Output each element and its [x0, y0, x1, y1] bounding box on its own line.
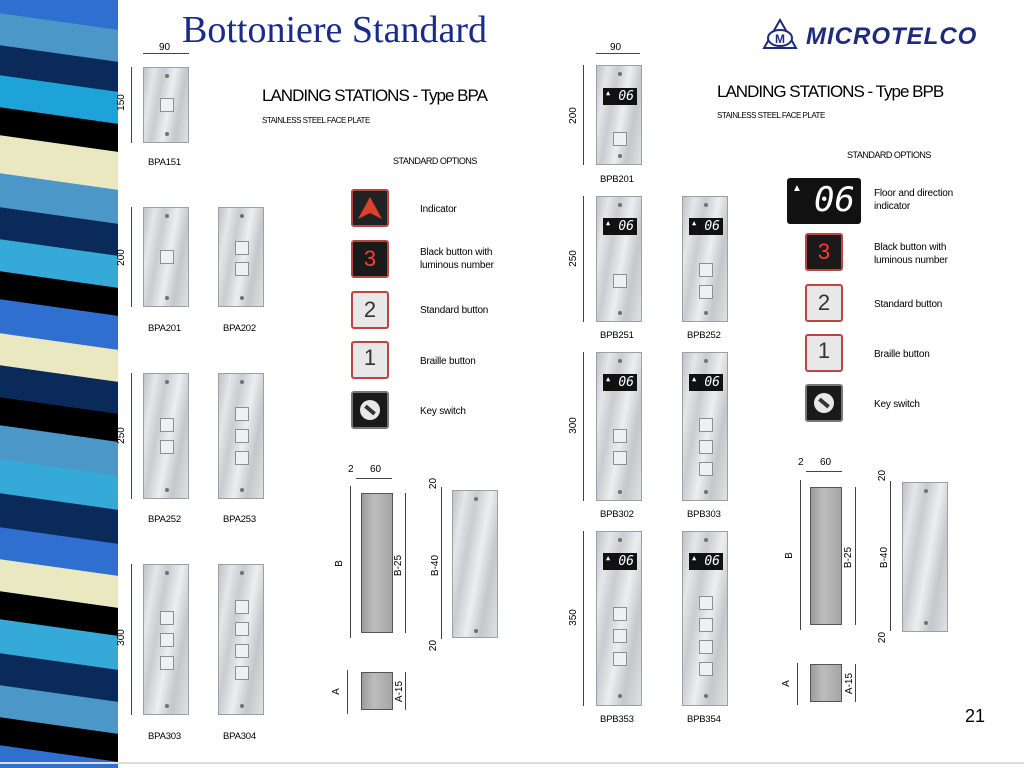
screw [165, 704, 169, 708]
screw [240, 704, 244, 708]
plate-bpa304 [218, 564, 264, 715]
screw [240, 571, 244, 575]
screw [240, 380, 244, 384]
plate-bpa201 [143, 207, 189, 307]
floor-display [603, 88, 637, 105]
bpb-subheading: STAINLESS STEEL FACE PLATE [717, 111, 825, 120]
dimension-line [583, 196, 584, 322]
bpa-h250-label: 250 [115, 427, 127, 444]
plate-bpb303 [682, 352, 728, 501]
bpa-heading: LANDING STATIONS - Type BPA [262, 86, 487, 105]
screw [165, 74, 169, 78]
button [613, 429, 627, 443]
bpa-model-label: BPA201 [148, 323, 181, 334]
dimension-line [583, 531, 584, 706]
button [699, 640, 713, 654]
screw [165, 380, 169, 384]
display-digits: 06 [618, 375, 634, 390]
button [613, 629, 627, 643]
plate-bpb201 [596, 65, 642, 165]
plate-bpb353 [596, 531, 642, 706]
display-digits: 06 [704, 219, 720, 234]
dimension-line [131, 564, 132, 715]
screw [924, 489, 928, 493]
bpa-h300-label: 300 [115, 629, 127, 646]
button [235, 666, 249, 680]
plate-bpb302 [596, 352, 642, 501]
button [235, 262, 249, 276]
screw [704, 490, 708, 494]
bpa-option-label: Braille button [420, 356, 476, 367]
section-b-label: B [333, 560, 345, 567]
screw [618, 154, 622, 158]
dimension-line [405, 493, 406, 633]
page-title: Bottoniere Standard [182, 9, 487, 51]
decorative-stripes [0, 0, 118, 768]
bpa-model-label: BPA252 [148, 514, 181, 525]
screw [704, 359, 708, 363]
screw [704, 694, 708, 698]
bpb-model-label: BPB252 [687, 330, 721, 341]
braille-button-icon: 1 [351, 341, 389, 379]
dimension-line [583, 352, 584, 501]
section-dim-label: 2 [798, 457, 804, 468]
indicator-arrow-icon [351, 189, 389, 227]
button [235, 407, 249, 421]
bpb-h200-label: 200 [567, 107, 579, 124]
screw [618, 203, 622, 207]
button [235, 451, 249, 465]
button [235, 644, 249, 658]
bpa-option-label: Standard button [420, 305, 489, 316]
screw [618, 490, 622, 494]
screw [165, 214, 169, 218]
bpa-model-label: BPA202 [223, 323, 256, 334]
key-switch-icon [805, 384, 843, 422]
section-a-label: A [780, 680, 792, 687]
screw [240, 296, 244, 300]
section-dim-label: 60 [370, 464, 382, 475]
plate-bpa151 [143, 67, 189, 143]
section-a15-label: A-15 [394, 680, 406, 703]
bpa-model-label: BPA304 [223, 731, 256, 742]
floor-direction-indicator-icon [787, 178, 861, 224]
button [160, 656, 174, 670]
screw [165, 488, 169, 492]
dimension-line [347, 670, 348, 714]
bpb-h300-label: 300 [567, 417, 579, 434]
bpa-width-label: 90 [159, 42, 171, 53]
button [160, 250, 174, 264]
bpb-model-label: BPB303 [687, 509, 721, 520]
button [613, 132, 627, 146]
dimension-line [131, 67, 132, 143]
dimension-line [855, 487, 856, 625]
button [613, 652, 627, 666]
floor-display [689, 374, 723, 391]
floor-display [689, 218, 723, 235]
bpa-h200-label: 200 [115, 249, 127, 266]
screw [165, 296, 169, 300]
display-digits: 06 [618, 219, 634, 234]
bpb-model-label: BPB251 [600, 330, 634, 341]
button [160, 440, 174, 454]
bpb-model-label: BPB302 [600, 509, 634, 520]
dimension-line [596, 53, 640, 54]
screw [474, 497, 478, 501]
screw [240, 488, 244, 492]
bpa-option-label: Key switch [420, 406, 466, 417]
plate-bpb354 [682, 531, 728, 706]
section-b25-label: B-25 [843, 546, 855, 569]
direction-arrow-icon: ▲ [606, 89, 611, 97]
bpb-options-title: STANDARD OPTIONS [847, 150, 931, 160]
direction-arrow-icon: ▲ [692, 375, 697, 383]
button [160, 418, 174, 432]
bottom-divider [0, 762, 1024, 764]
key-switch-icon [351, 391, 389, 429]
plate-bpa252 [143, 373, 189, 499]
screw [618, 359, 622, 363]
button [699, 662, 713, 676]
screw [924, 621, 928, 625]
floor-display [603, 374, 637, 391]
bpb-width-label: 90 [610, 42, 622, 53]
bpa-model-label: BPA151 [148, 157, 181, 168]
section-20-label: 20 [877, 631, 889, 644]
top-section-view [810, 664, 842, 702]
screw [618, 72, 622, 76]
section-b40-label: B-40 [879, 546, 891, 569]
dimension-line [806, 471, 842, 472]
bpb-heading: LANDING STATIONS - Type BPB [717, 82, 944, 101]
screw [165, 571, 169, 575]
bpa-options-title: STANDARD OPTIONS [393, 156, 477, 166]
logo-wordmark: MICROTELCO [806, 23, 978, 50]
dimension-line [855, 664, 856, 702]
screw [240, 214, 244, 218]
bpb-model-label: BPB353 [600, 714, 634, 725]
luminous-number-button-icon: 3 [351, 240, 389, 278]
direction-arrow-icon: ▲ [606, 554, 611, 562]
direction-arrow-icon: ▲ [606, 375, 611, 383]
page-number: 21 [965, 706, 986, 726]
svg-text:M: M [775, 32, 785, 46]
button [235, 600, 249, 614]
plate-bpb252 [682, 196, 728, 322]
floor-display [603, 218, 637, 235]
section-dim-label: 2 [348, 464, 354, 475]
button [699, 462, 713, 476]
button [160, 633, 174, 647]
button [699, 285, 713, 299]
bpb-h250-label: 250 [567, 250, 579, 267]
direction-arrow-icon: ▲ [606, 219, 611, 227]
button [699, 618, 713, 632]
bpb-option-label: Key switch [874, 399, 920, 410]
button [613, 274, 627, 288]
section-a15-label: A-15 [844, 672, 856, 695]
section-20-label: 20 [877, 469, 889, 482]
section-b25-label: B-25 [393, 554, 405, 577]
dimension-line [890, 481, 891, 631]
braille-button-icon: 1 [805, 334, 843, 372]
floor-display [689, 553, 723, 570]
button [235, 429, 249, 443]
button [235, 622, 249, 636]
floor-display [603, 553, 637, 570]
dimension-line [350, 486, 351, 638]
bpa-option-label: Indicator [420, 204, 457, 215]
bpa-subheading: STAINLESS STEEL FACE PLATE [262, 116, 370, 125]
bpb-model-label: BPB201 [600, 174, 634, 185]
screw [618, 538, 622, 542]
bpa-model-label: BPA303 [148, 731, 181, 742]
dimension-line [797, 663, 798, 705]
button [160, 611, 174, 625]
side-section-view [810, 487, 842, 625]
screw [704, 311, 708, 315]
back-view-plate [902, 482, 948, 632]
dimension-line [131, 207, 132, 307]
dimension-line [583, 65, 584, 165]
bpb-model-label: BPB354 [687, 714, 721, 725]
button [613, 607, 627, 621]
plate-bpa202 [218, 207, 264, 307]
dimension-line [356, 478, 392, 479]
section-b40-label: B-40 [430, 554, 442, 577]
up-arrow-icon: ▲ [792, 183, 802, 194]
dimension-line [800, 480, 801, 630]
section-a-label: A [330, 688, 342, 695]
dimension-line [143, 53, 189, 54]
display-digits: 06 [704, 554, 720, 569]
back-view-plate [452, 490, 498, 638]
key-icon [353, 393, 387, 427]
section-20-label: 20 [428, 477, 440, 490]
dimension-line [131, 373, 132, 499]
luminous-number-button-icon: 3 [805, 233, 843, 271]
logo-emblem-icon [762, 18, 798, 52]
button [699, 596, 713, 610]
standard-button-icon: 2 [805, 284, 843, 322]
indicator-digits: 06 [814, 180, 855, 220]
bpa-model-label: BPA253 [223, 514, 256, 525]
button [160, 98, 174, 112]
button [235, 241, 249, 255]
bpa-h150-label: 150 [115, 94, 127, 111]
screw [474, 629, 478, 633]
bpb-option-label: Standard button [874, 299, 943, 310]
plate-bpa303 [143, 564, 189, 715]
microtelco-logo [762, 18, 1002, 56]
bpa-option-label: Black button with luminous number [420, 247, 494, 271]
bpb-h350-label: 350 [567, 609, 579, 626]
bpb-option-label: Braille button [874, 349, 930, 360]
standard-button-icon: 2 [351, 291, 389, 329]
display-digits: 06 [704, 375, 720, 390]
button [699, 263, 713, 277]
bpb-option-label: Floor and direction indicator [874, 188, 954, 212]
screw [704, 538, 708, 542]
up-arrow-icon [353, 191, 387, 225]
section-b-label: B [783, 552, 795, 559]
screw [618, 694, 622, 698]
plate-bpa253 [218, 373, 264, 499]
direction-arrow-icon: ▲ [692, 554, 697, 562]
screw [704, 203, 708, 207]
dimension-line [441, 487, 442, 639]
button [699, 440, 713, 454]
dimension-line [405, 672, 406, 710]
section-dim-label: 60 [820, 457, 832, 468]
screw [165, 132, 169, 136]
screw [618, 311, 622, 315]
plate-bpb251 [596, 196, 642, 322]
key-icon [807, 386, 841, 420]
button [613, 451, 627, 465]
display-digits: 06 [618, 89, 634, 104]
top-section-view [361, 672, 393, 710]
side-section-view [361, 493, 393, 633]
button [699, 418, 713, 432]
bpb-option-label: Black button with luminous number [874, 242, 948, 266]
section-20-label: 20 [428, 639, 440, 652]
display-digits: 06 [618, 554, 634, 569]
direction-arrow-icon: ▲ [692, 219, 697, 227]
